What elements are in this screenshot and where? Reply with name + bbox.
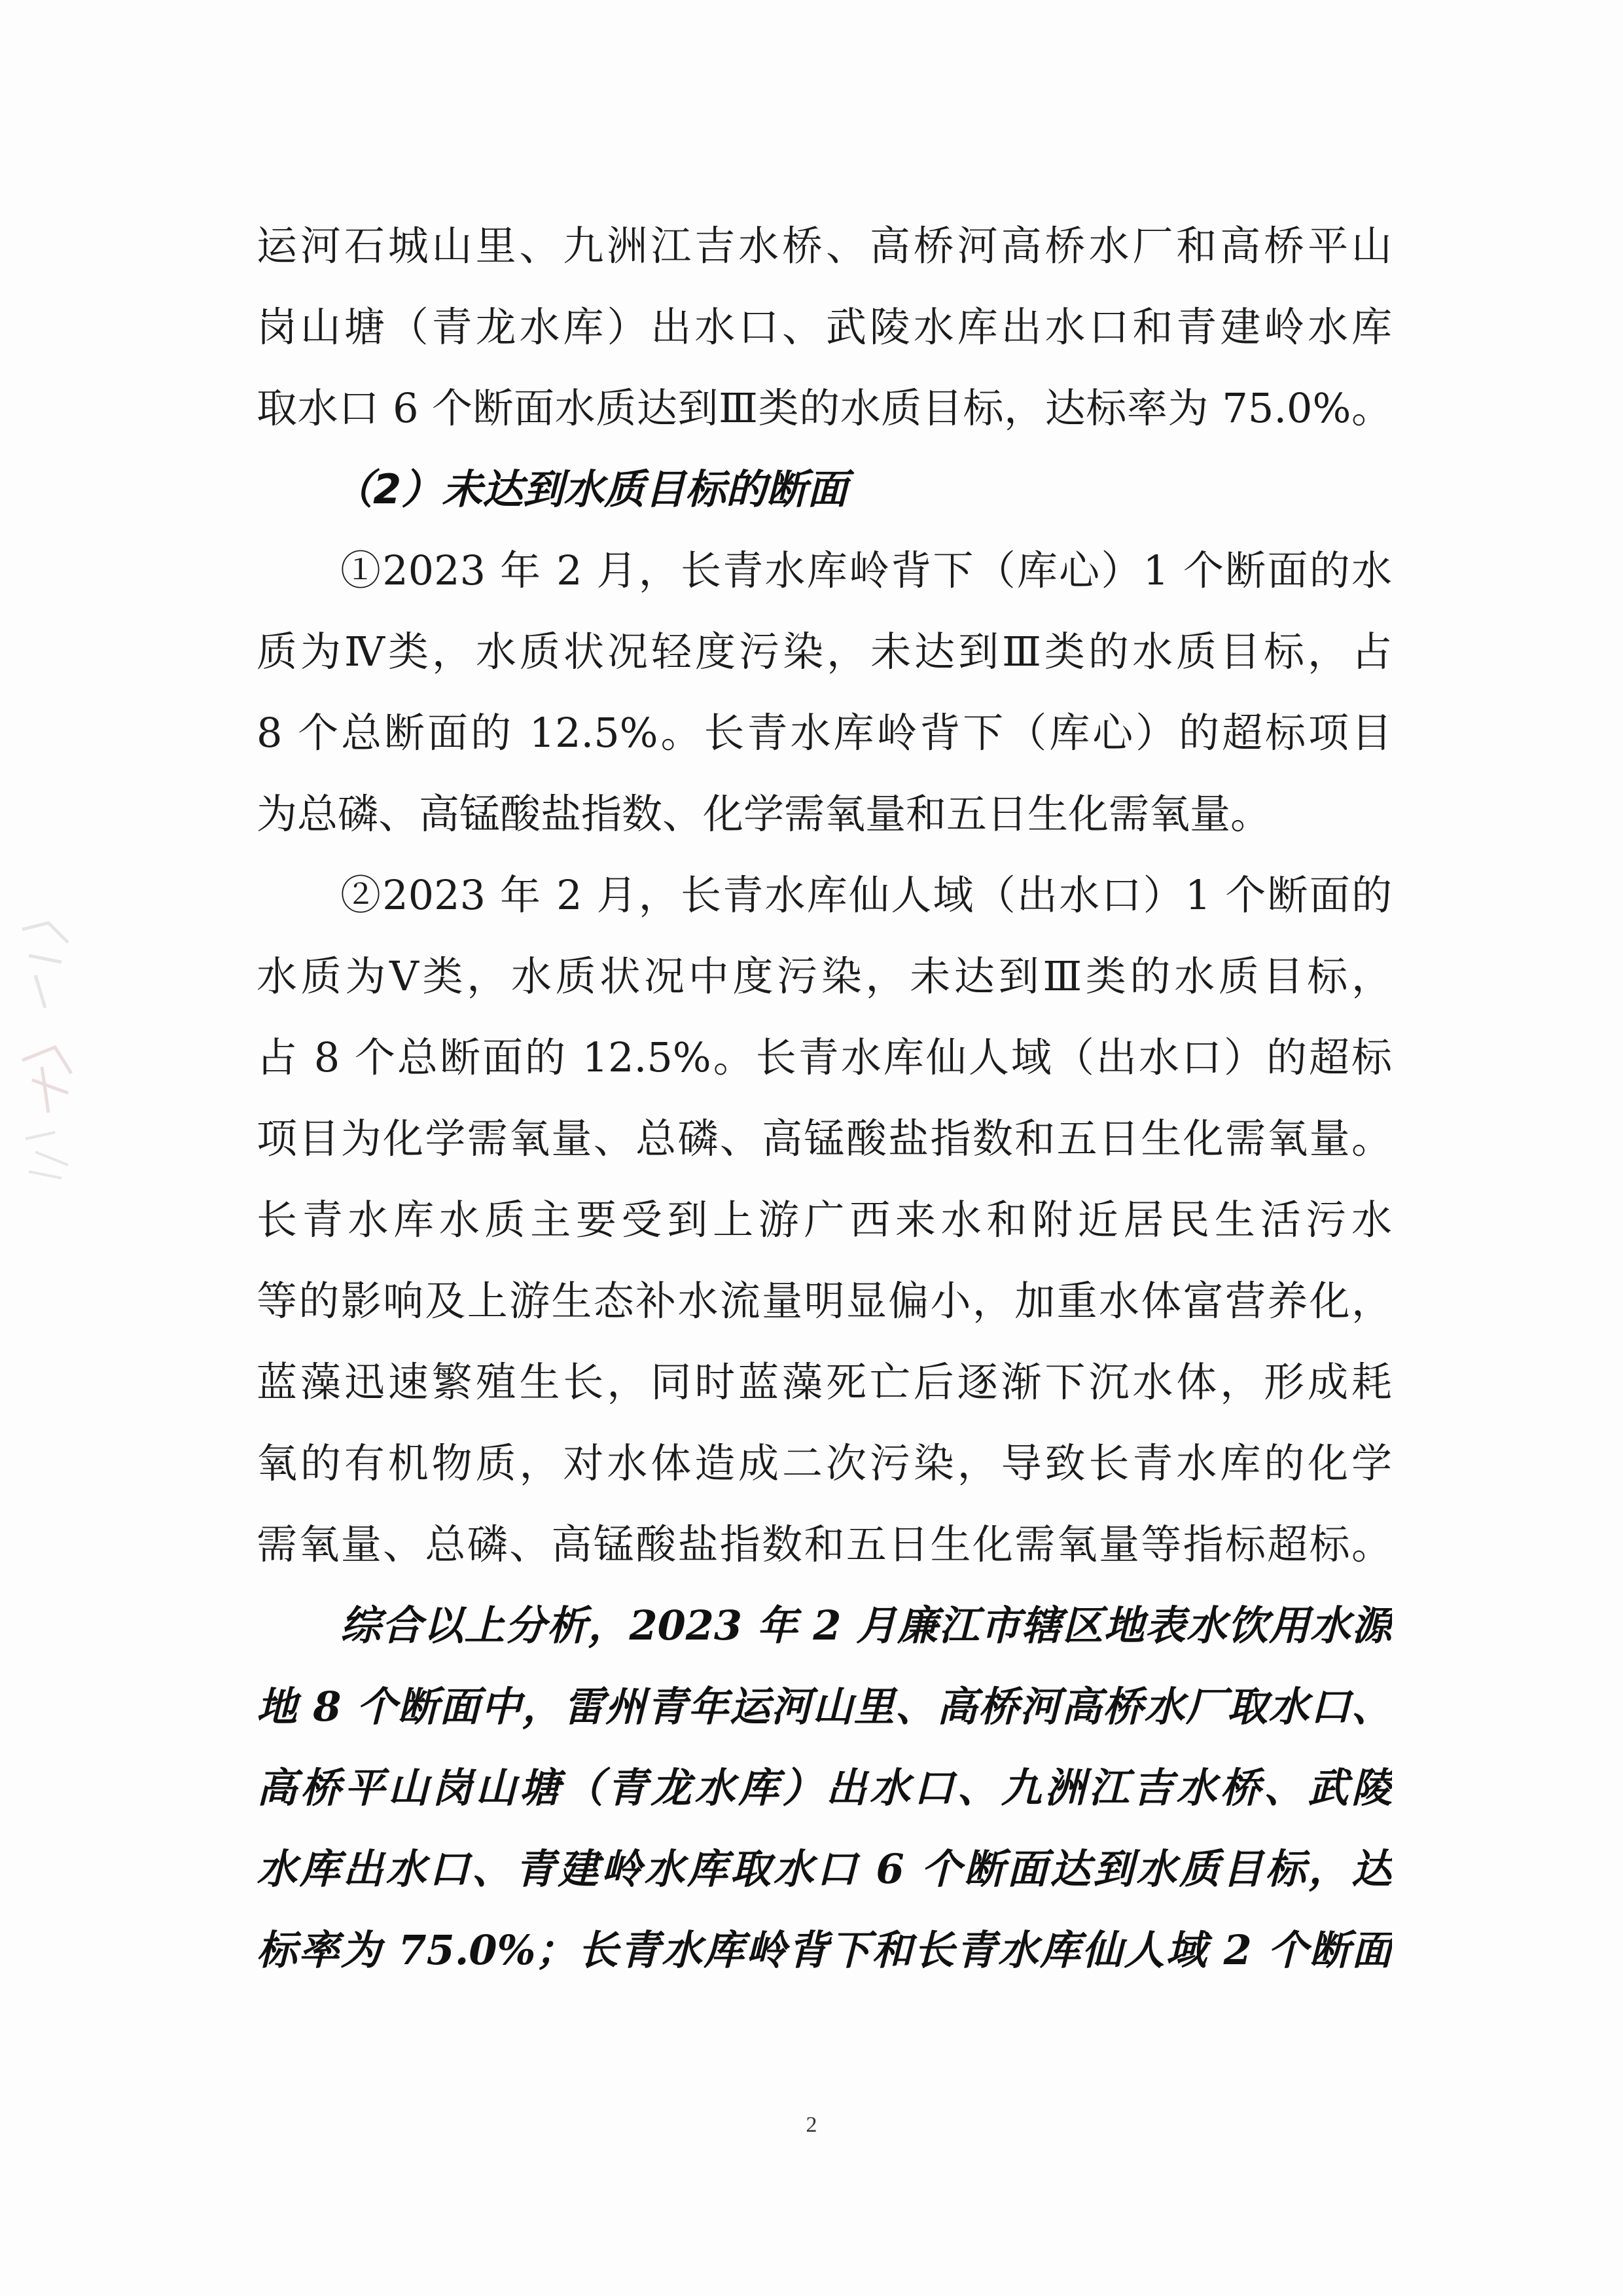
- summary-line: 标率为 75.0%；长青水库岭背下和长青水库仙人域 2 个断面: [257, 1926, 1392, 1974]
- body-line: 为总磷、高锰酸盐指数、化学需氧量和五日生化需氧量。: [257, 790, 1272, 838]
- body-line: 运河石城山里、九洲江吉水桥、高桥河高桥水厂和高桥平山: [257, 222, 1392, 270]
- body-line: 氧的有机物质，对水体造成二次污染，导致长青水库的化学: [257, 1439, 1392, 1487]
- stamp-bleed-mark: [9, 916, 88, 1191]
- body-line: 占 8 个总断面的 12.5%。长青水库仙人域（出水口）的超标: [257, 1033, 1392, 1081]
- body-line: 8 个总断面的 12.5%。长青水库岭背下（库心）的超标项目: [257, 709, 1392, 757]
- body-line: 蓝藻迅速繁殖生长，同时蓝藻死亡后逐渐下沉水体，形成耗: [257, 1358, 1392, 1406]
- body-line: 质为Ⅳ类，水质状况轻度污染，未达到Ⅲ类的水质目标，占: [257, 628, 1392, 675]
- body-line: 需氧量、总磷、高锰酸盐指数和五日生化需氧量等指标超标。: [257, 1520, 1392, 1568]
- body-line: 取水口 6 个断面水质达到Ⅲ类的水质目标，达标率为 75.0%。: [257, 384, 1392, 432]
- body-line: ②2023 年 2 月，长青水库仙人域（出水口）1 个断面的: [340, 871, 1392, 919]
- summary-line: 水库出水口、青建岭水库取水口 6 个断面达到水质目标，达: [257, 1845, 1392, 1893]
- summary-line: 高桥平山岗山塘（青龙水库）出水口、九洲江吉水桥、武陵: [257, 1764, 1392, 1812]
- body-line: 水质为Ⅴ类，水质状况中度污染，未达到Ⅲ类的水质目标，: [257, 952, 1392, 1000]
- body-line: ①2023 年 2 月，长青水库岭背下（库心）1 个断面的水: [340, 547, 1392, 594]
- body-line: 岗山塘（青龙水库）出水口、武陵水库出水口和青建岭水库: [257, 303, 1392, 351]
- summary-line: 综合以上分析，2023 年 2 月廉江市辖区地表水饮用水源: [340, 1602, 1392, 1649]
- page-number: 2: [806, 2113, 817, 2137]
- section-heading: （2）未达到水质目标的断面: [332, 465, 848, 513]
- body-line: 项目为化学需氧量、总磷、高锰酸盐指数和五日生化需氧量。: [257, 1115, 1392, 1162]
- body-line: 长青水库水质主要受到上游广西来水和附近居民生活污水: [257, 1196, 1392, 1244]
- body-line: 等的影响及上游生态补水流量明显偏小，加重水体富营养化，: [257, 1277, 1392, 1325]
- summary-line: 地 8 个断面中，雷州青年运河山里、高桥河高桥水厂取水口、: [257, 1683, 1392, 1731]
